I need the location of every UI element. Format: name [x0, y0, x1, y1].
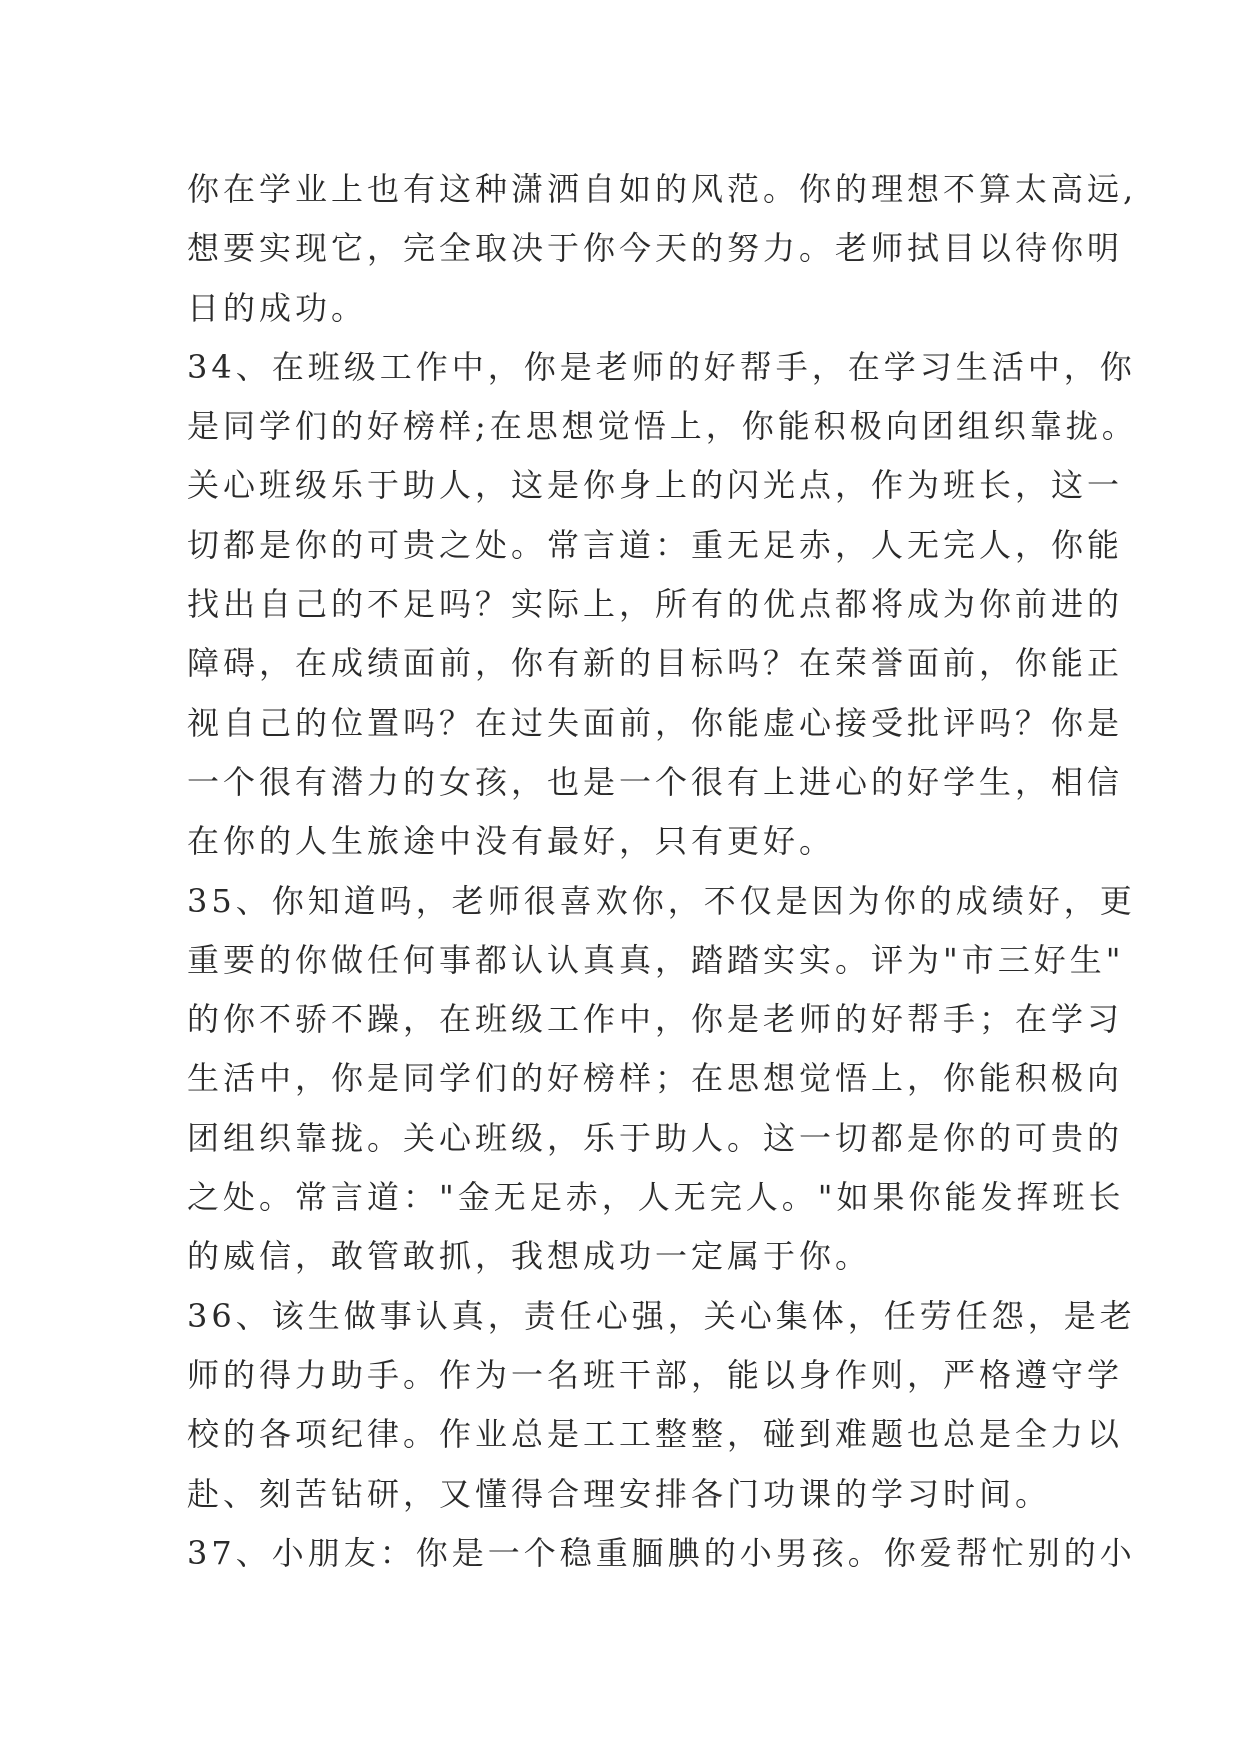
text-line: 日的成功。: [187, 288, 368, 327]
text-line: 之处。常言道："金无足赤，人无完人。"如果你能发挥班长: [187, 1178, 1125, 1217]
text-line: 一个很有潜力的女孩，也是一个很有上进心的好学生，相信: [187, 762, 1124, 801]
text-line: 想要实现它，完全取决于你今天的努力。老师拭目以待你明: [187, 229, 1124, 268]
text-line: 34、在班级工作中，你是老师的好帮手，在学习生活中，你: [187, 347, 1136, 386]
text-line: 你在学业上也有这种潇洒自如的风范。你的理想不算太高远,: [187, 170, 1138, 208]
text-line: 视自己的位置吗？在过失面前，你能虚心接受批评吗？你是: [187, 703, 1124, 742]
text-line: 的你不骄不躁，在班级工作中，你是老师的好帮手；在学习: [187, 1000, 1124, 1039]
text-line: 找出自己的不足吗？实际上，所有的优点都将成为你前进的: [187, 585, 1124, 624]
text-line: 是同学们的好榜样;在思想觉悟上，你能积极向团组织靠拢。: [187, 407, 1138, 446]
text-line: 35、你知道吗，老师很喜欢你，不仅是因为你的成绩好，更: [187, 881, 1136, 920]
text-line: 团组织靠拢。关心班级，乐于助人。这一切都是你的可贵的: [187, 1118, 1124, 1157]
text-line: 生活中，你是同学们的好榜样；在思想觉悟上，你能积极向: [187, 1059, 1124, 1098]
text-line: 师的得力助手。作为一名班干部，能以身作则，严格遵守学: [187, 1355, 1124, 1394]
text-line: 37、小朋友：你是一个稳重腼腆的小男孩。你爱帮忙别的小: [187, 1533, 1136, 1572]
body-text: [187, 160, 1138, 1583]
text-line: 切都是你的可贵之处。常言道：重无足赤，人无完人，你能: [187, 525, 1124, 564]
text-line: 障碍，在成绩面前，你有新的目标吗？在荣誉面前，你能正: [187, 644, 1124, 683]
text-line: 36、该生做事认真，责任心强，关心集体，任劳任怨，是老: [187, 1296, 1136, 1335]
text-line: 赴、刻苦钻研，又懂得合理安排各门功课的学习时间。: [187, 1474, 1052, 1513]
text-line: 的威信，敢管敢抓，我想成功一定属于你。: [187, 1237, 872, 1276]
text-line: 重要的你做任何事都认认真真，踏踏实实。评为"市三好生": [187, 940, 1125, 979]
text-line: 在你的人生旅途中没有最好，只有更好。: [187, 822, 836, 861]
text-line: 关心班级乐于助人，这是你身上的闪光点，作为班长，这一: [187, 466, 1124, 505]
text-line: 校的各项纪律。作业总是工工整整，碰到难题也总是全力以: [187, 1415, 1124, 1454]
